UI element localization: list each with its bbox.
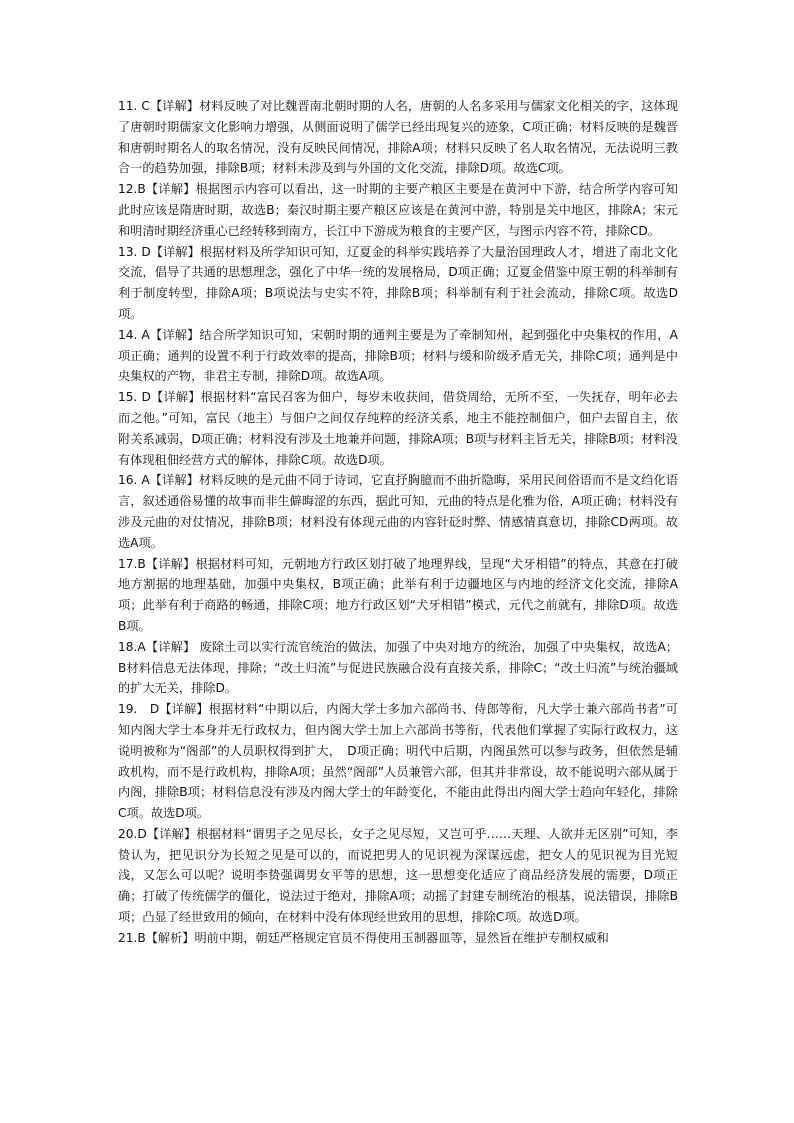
- answer-item-11: 11. C【详解】材料反映了对比魏晋南北朝时期的人名，唐朝的人名多采用与儒家文化相关的字，这体现了唐朝时期儒家文化影响力增强，从侧面说明了儒学已经出现复兴的迹象，C项正确；材料反映的是魏晋和唐朝时期名人的取名情况，没有反映民间情况，排除A项；材料只反映了名人取名情况，无法说明三教合一的趋势加强，排除B项；材料未涉及到与外国的文化交流，排除D项。故选C项。: [118, 99, 678, 176]
- answer-item-12: 12.B【详解】根据图示内容可以看出，这一时期的主要产粮区主要是在黄河中下游，结合所学内容可知此时应该是隋唐时期，故选B；秦汉时期主要产粮区应该是在黄河中游，特别是关中地区，排除A；宋元和明清时期经济重心已经转移到南方，长江中下游成为粮食的主要产区，与图示内容不符，排除CD。: [118, 182, 678, 238]
- answer-item-17: 17.B【详解】根据材料可知，元朝地方行政区划打破了地理界线，呈现“犬牙相错”的特点，其意在打破地方割据的地理基础，加强中央集权，B项正确；此举有利于边疆地区与内地的经济文化交流，排除A项；此举有利于商路的畅通，排除C项；地方行政区划“犬牙相错”模式，元代之前就有，排除D项。故选B项。: [118, 556, 678, 633]
- answer-explanations: [118, 96, 691, 949]
- answer-item-14: 14. A【详解】结合所学知识可知，宋朝时期的通判主要是为了牵制知州，起到强化中央集权的作用，A项正确；通判的设置不利于行政效率的提高，排除B项；材料与缓和阶级矛盾无关，排除C项；通判是中央集权的产物，非君主专制，排除D项。故选A项。: [118, 327, 678, 384]
- answer-item-20: 20.D【详解】根据材料“谓男子之见尽长，女子之见尽短，又岂可乎……天理、人欲并无区别”可知，李贽认为，把见识分为长短之见是可以的，而说把男人的见识视为深谋远虑，把女人的见识视为目光短浅，又怎么可以呢？说明李贽强调男女平等的思想，这一思想变化适应了商品经济发展的需要，D项正确；打破了传统儒学的僵化，说法过于绝对，排除A项；动摇了封建专制统治的根基，说法错误，排除B项；凸显了经世致用的倾向，在材料中没有体现经世致用的思想，排除C项。故选D项。: [118, 826, 678, 925]
- answer-item-13: 13. D【详解】根据材料及所学知识可知，辽夏金的科举实践培养了大量治国理政人才，增进了南北文化交流，倡导了共通的思想理念，强化了中华一统的发展格局，D项正确；辽夏金借鉴中原王朝的科举制有利于制度转型，排除A项；B项说法与史实不符，排除B项；科举制有利于社会流动，排除C项。故选D项。: [118, 244, 678, 321]
- answer-item-19: 19. D【详解】根据材料“中期以后，内阁大学士多加六部尚书、侍郎等衔，凡大学士兼六部尚书者”可知内阁大学士本身并无行政权力，但内阁大学士加上六部尚书等衔，代表他们掌握了实际行政权力，这说明被称为“阁部”的人员职权得到扩大， D项正确；明代中后期，内阁虽然可以参与政务，但依然是辅政机构，而不是行政机构，排除A项；虽然“阁部”人员兼管六部，但其并非常设，故不能说明六部从属于内阁，排除B项；材料信息没有涉及内阁大学士的年龄变化，不能由此得出内阁大学士趋向年轻化，排除 C项。故选D项。: [118, 702, 691, 821]
- answer-item-15: 15. D【详解】根据材料“富民召客为佃户，每岁未收获间，借贷周给，无所不至，一失抚存，明年必去而之他。”可知，富民（地主）与佃户之间仅存纯粹的经济关系，地主不能控制佃户，佃户去留自主，依附关系减弱，D项正确；材料没有涉及土地兼并问题，排除A项；B项与材料主旨无关，排除B项；材料没有体现租佃经营方式的解体，排除C项。故选D项。: [118, 390, 678, 467]
- answer-item-16: 16. A【详解】材料反映的是元曲不同于诗词，它直抒胸臆而不曲折隐晦，采用民间俗语而不是文绉化语言，叙述通俗易懂的故事而非生僻晦涩的东西，据此可知，元曲的特点是化雅为俗，A项正确；材料没有涉及元曲的对仗情况，排除B项；材料没有体现元曲的内容针砭时弊、情感情真意切，排除CD两项。故选A项。: [118, 473, 678, 550]
- answer-item-18: 18.A【详解】 废除土司以实行流官统治的做法，加强了中央对地方的统治，加强了中央集权，故选A；B材料信息无法体现，排除；“改土归流”与促进民族融合没有直接关系，排除C；“改土归流”与统治疆域的扩大无关，排除D。: [118, 639, 678, 696]
- answer-item-21: 21.B【解析】明前中期，朝廷严格规定官员不得使用玉制器皿等，显然旨在维护专制权威和: [118, 930, 609, 945]
